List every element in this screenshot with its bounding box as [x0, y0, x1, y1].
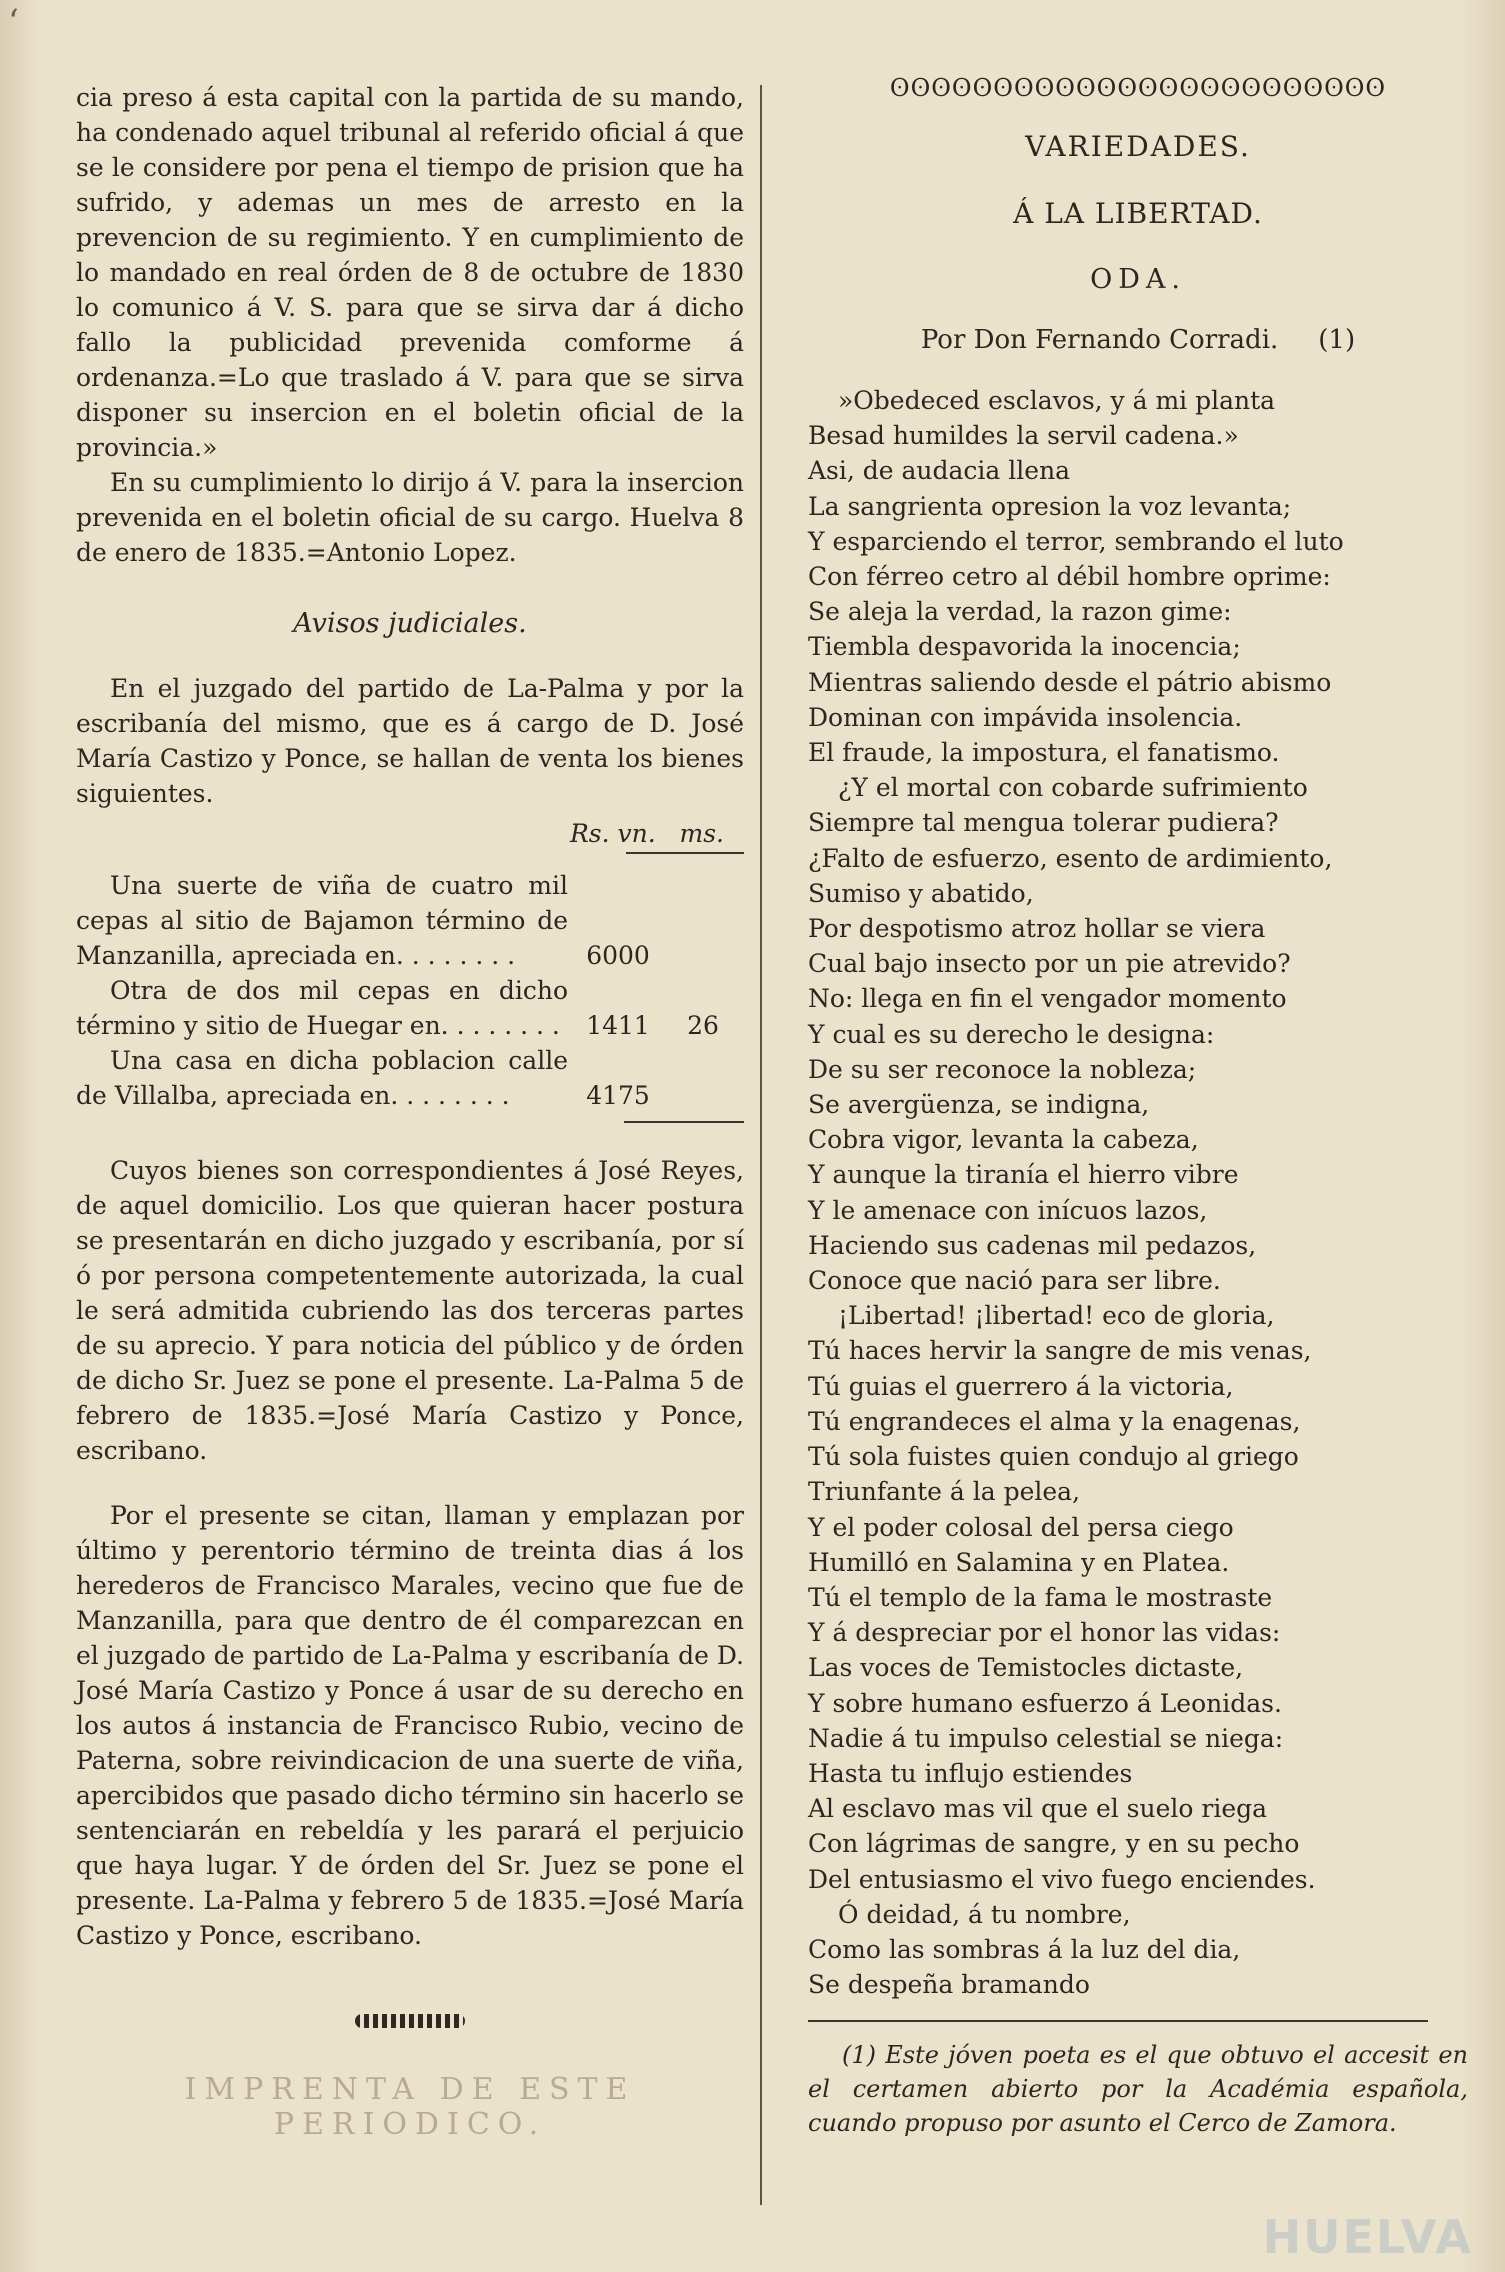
property-amount: 1411 — [586, 1011, 650, 1040]
verse-line: ¿Falto de esfuerzo, esento de ardimiento, — [808, 843, 1333, 873]
summons-notice: Por el presente se citan, llaman y emplazan por último y perentorio término de treinta dias á los herederos de Francisco Marales, vecino que fue de Manzanilla, para que dentro de él comparezcan en el juzgado de partido de La-Palma y escribanía de D. José María Castizo y Ponce á usar de su derecho en los autos á instancia de Francisco Rubio, vecino de Paterna, sobre reivindicacion de una suerte de viña, apercibidos que pasado dicho término sin hacerlo se sentenciarán en rebeldía y les parará el perjuicio que haya lugar. Y de órden del Sr. Juez se pone el presente. La-Palma y febrero 5 de 1835.=José María Castizo y Ponce, escribano. — [76, 1501, 744, 1950]
sale-notice-body: Cuyos bienes son correspondientes á José Reyes, de aquel domicilio. Los que quieran hacer postura se presentarán en dicho juzgado y escribanía, por sí ó por persona competentemente autorizada, la cual le será admitida cubriendo las dos terceras partes de su aprecio. Y para noticia del público y de órden de dicho Sr. Juez se pone el presente. La-Palma 5 de febrero de 1835.=José María Castizo y Ponce, escribano. — [76, 1156, 744, 1465]
verse-line: Tú guias el guerrero á la victoria, — [808, 1371, 1234, 1401]
verse-line: Hasta tu influjo estiendes — [808, 1758, 1133, 1788]
verse-line: Se aleja la verdad, la razon gime: — [808, 597, 1232, 627]
property-list — [76, 868, 744, 1113]
verse-line: Tú sola fuistes quien condujo al griego — [808, 1442, 1299, 1472]
verse-line: Ó deidad, á tu nombre, — [838, 1899, 1131, 1929]
footnote: (1) Este jóven poeta es el que obtuvo el accesit en el certamen abierto por la Académia española, cuando propuso por asunto el Cerco de Zamora. — [808, 2041, 1468, 2138]
verse-line: Siempre tal mengua tolerar pudiera? — [808, 808, 1279, 838]
property-amount: 6000 — [586, 941, 650, 970]
verse-line: »Obedeced esclavos, y á mi planta — [838, 386, 1276, 415]
poem-verses — [808, 383, 1468, 2002]
verse-line: La sangrienta opresion la voz levanta; — [808, 491, 1292, 521]
poem-subtitle: ODA. — [1090, 264, 1186, 295]
column-divider — [760, 85, 762, 2205]
verse-line: Nadie á tu impulso celestial se niega: — [808, 1723, 1284, 1753]
verse-line: Humilló en Salamina y en Platea. — [808, 1547, 1230, 1577]
verse-line: Conoce que nació para ser libre. — [808, 1266, 1221, 1296]
left-column — [76, 80, 744, 2142]
verse-line: Asi, de audacia llena — [808, 456, 1071, 486]
right-column — [808, 74, 1468, 2140]
verse-line: Con lágrimas de sangre, y en su pecho — [808, 1829, 1300, 1859]
property-description: Una casa en dicha poblacion calle de Villalba, apreciada en. . . . . . . . — [76, 1046, 568, 1110]
currency-column-header: Rs. vn. ms. — [569, 819, 724, 848]
property-cents: 26 — [687, 1011, 719, 1040]
property-amount: 4175 — [586, 1081, 650, 1110]
verse-line: ¡Libertad! ¡libertad! eco de gloria, — [838, 1301, 1275, 1331]
header-rule — [626, 852, 744, 854]
verse-line: Triunfante á la pelea, — [808, 1477, 1081, 1507]
verse-line: Se despeña bramando — [808, 1970, 1090, 2000]
footnote-rule — [808, 2020, 1428, 2022]
verse-line: Y á despreciar por el honor las vidas: — [808, 1618, 1281, 1648]
property-item — [76, 973, 744, 1043]
verse-line: Haciendo sus cadenas mil pedazos, — [808, 1230, 1257, 1260]
verse-line: Y sobre humano esfuerzo á Leonidas. — [808, 1688, 1282, 1718]
author-name: Por Don Fernando Corradi. — [920, 325, 1279, 355]
property-description: Una suerte de viña de cuatro mil cepas al sitio de Bajamon término de Manzanilla, apreciada en. . . . . . . . — [76, 871, 568, 970]
verse-line: Como las sombras á la luz del dia, — [808, 1934, 1241, 1964]
property-item — [76, 1043, 744, 1113]
verse-line: Tiembla despavorida la inocencia; — [808, 632, 1241, 662]
verse-line: Por despotismo atroz hollar se viera — [808, 914, 1266, 944]
footnote-marker: (1) — [1318, 325, 1356, 355]
verse-line: Y el poder colosal del persa ciego — [808, 1512, 1234, 1542]
governor-signature-paragraph: En su cumplimiento lo dirijo á V. para la insercion prevenida en el boletin oficial de su cargo. Huelva 8 de enero de 1835.=Antonio Lopez. — [76, 468, 744, 567]
verse-line: Dominan con impávida insolencia. — [808, 702, 1243, 732]
verse-line: Y esparciendo el terror, sembrando el luto — [808, 526, 1344, 556]
section-heading-judicial: Avisos judiciales. — [293, 608, 527, 639]
sale-notice-intro: En el juzgado del partido de La-Palma y por la escribanía del mismo, que es á cargo de D. José María Castizo y Ponce, se hallan de venta los bienes siguientes. — [76, 674, 744, 808]
poem-author — [808, 325, 1468, 355]
archive-watermark: HUELVA — [1262, 2210, 1473, 2264]
verse-line: Y aunque la tiranía el hierro vibre — [808, 1160, 1239, 1190]
closing-ornament — [76, 2013, 744, 2032]
verse-line: Cobra vigor, levanta la cabeza, — [808, 1125, 1199, 1155]
verse-line: Y le amenace con inícuos lazos, — [808, 1195, 1208, 1225]
poem-title: Á LA LIBERTAD. — [1013, 197, 1263, 230]
verse-line: Con férreo cetro al débil hombre oprime: — [808, 562, 1331, 592]
verse-line: Y cual es su derecho le designa: — [808, 1019, 1215, 1049]
property-description: Otra de dos mil cepas en dicho término y sitio de Huegar en. . . . . . . . — [76, 976, 568, 1040]
verse-line: Tú el templo de la fama le mostraste — [808, 1582, 1273, 1612]
top-ornament-row: ʘʘʘʘʘʘʘʘʘʘʘʘʘʘʘʘʘʘʘʘʘʘʘʘ — [889, 74, 1387, 102]
property-item — [76, 868, 744, 973]
verse-line: ¿Y el mortal con cobarde sufrimiento — [838, 773, 1308, 803]
total-rule — [624, 1121, 744, 1123]
verse-line: Sumiso y abatido, — [808, 878, 1034, 908]
verse-line: De su ser reconoce la nobleza; — [808, 1054, 1197, 1084]
verse-line: Del entusiasmo el vivo fuego enciendes. — [808, 1864, 1316, 1894]
printer-imprint: IMPRENTA DE ESTE PERIODICO. — [184, 2072, 636, 2142]
verse-line: Mientras saliendo desde el pátrio abismo — [808, 667, 1332, 697]
verse-line: Besad humildes la servil cadena.» — [808, 421, 1239, 451]
official-notice-end: cia preso á esta capital con la partida de su mando, ha condenado aquel tribunal al referido oficial á que se le considere por pena el tiempo de prision que ha sufrido, y ademas un mes de arresto en la prevencion de su regimiento. Y en cumplimiento de lo mandado en real órden de 8 de octubre de 1830 lo comunico á V. S. para que se sirva dar á dicho fallo la publicidad prevenida comforme á ordenanza.=Lo que traslado á V. para que se sirva disponer su insercion en el boletin oficial de la provincia.» — [76, 83, 744, 462]
section-title: VARIEDADES. — [1025, 130, 1251, 163]
verse-line: Al esclavo mas vil que el suelo riega — [808, 1794, 1268, 1824]
verse-line: Se avergüenza, se indigna, — [808, 1090, 1150, 1120]
verse-line: No: llega en fin el vengador momento — [808, 984, 1287, 1014]
corner-mark: ʻ — [8, 2, 19, 42]
verse-line: Las voces de Temistocles dictaste, — [808, 1653, 1244, 1683]
verse-line: Tú haces hervir la sangre de mis venas, — [808, 1336, 1312, 1366]
verse-line: Tú engrandeces el alma y la enagenas, — [808, 1406, 1301, 1436]
verse-line: El fraude, la impostura, el fanatismo. — [808, 738, 1280, 768]
verse-line: Cual bajo insecto por un pie atrevido? — [808, 949, 1291, 979]
